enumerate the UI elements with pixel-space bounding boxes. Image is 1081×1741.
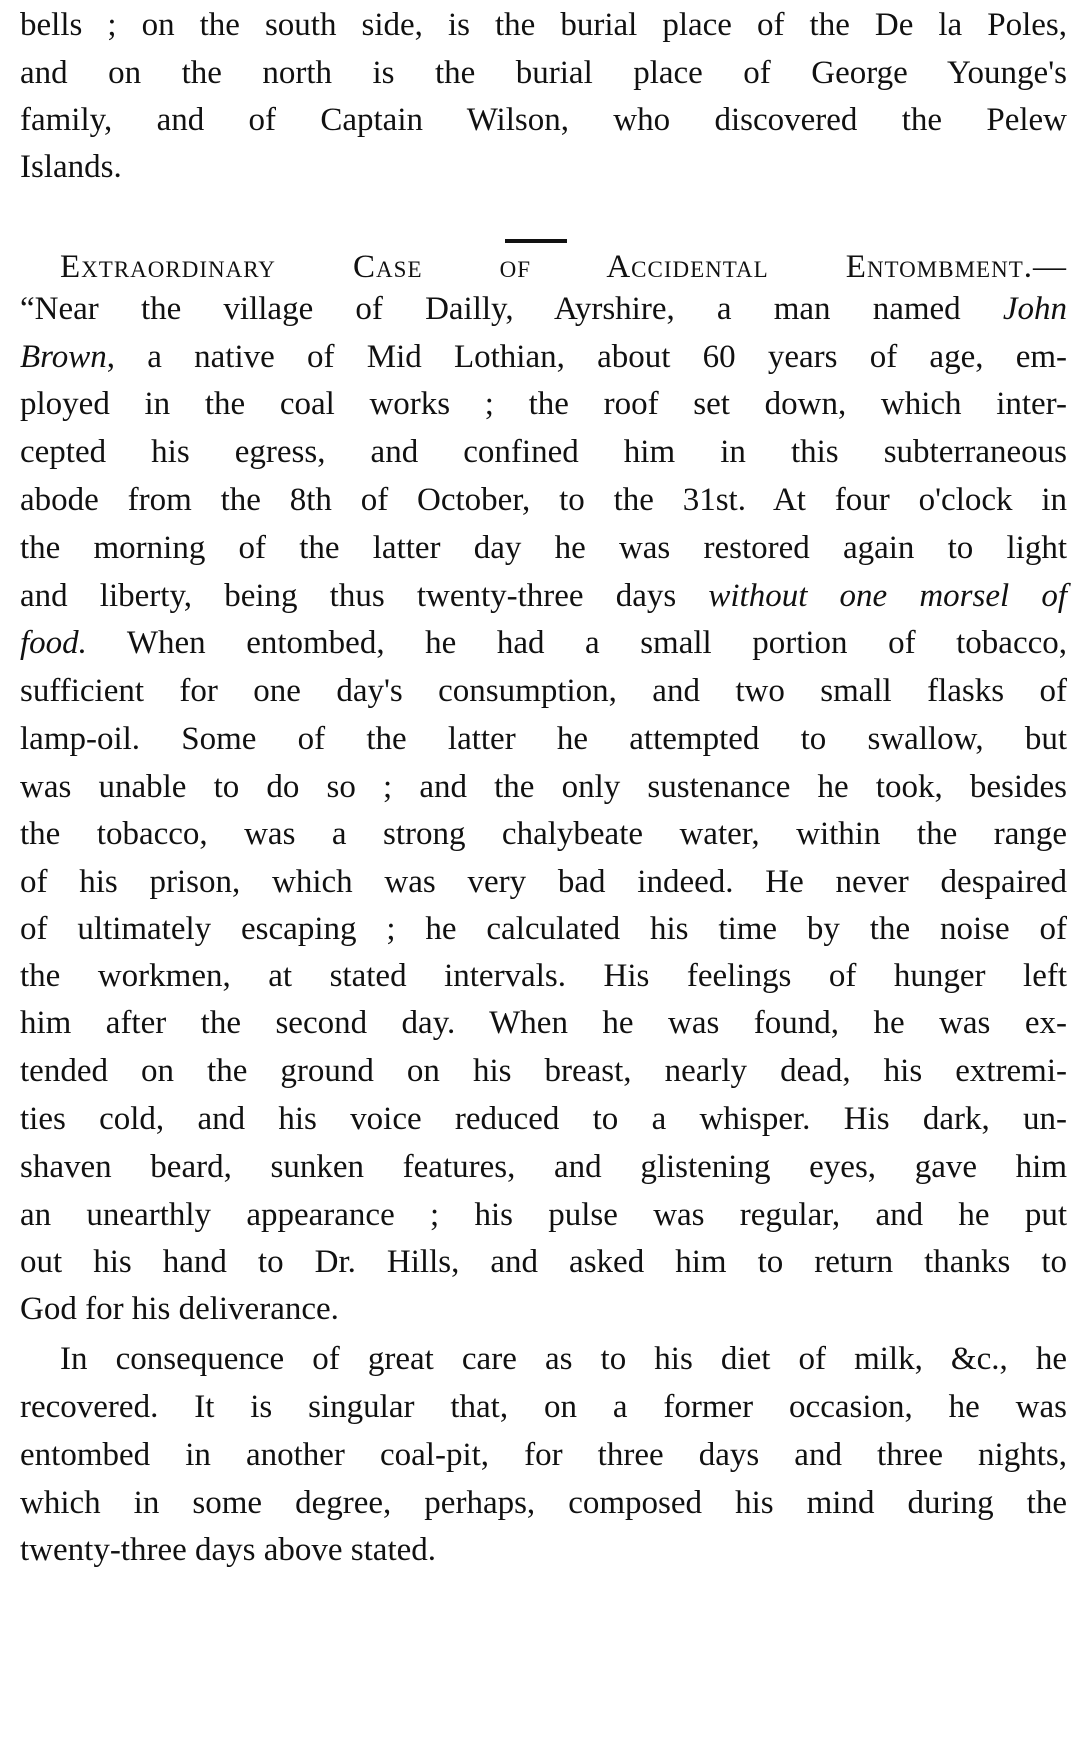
text-line — [20, 624, 1067, 662]
text-line: which in some degree, perhaps, composed his mind during the — [20, 1485, 1067, 1521]
text-line: was unable to do so ; and the only sustenance he took, besides — [20, 769, 1067, 805]
italic-phrase: without one morsel of — [708, 578, 1067, 614]
text-line: twenty-three days above stated. — [20, 1532, 437, 1568]
text-line: abode from the 8th of October, to the 31st. At four o'clock in — [20, 482, 1067, 518]
text-span: and liberty, being thus twenty-three days — [20, 578, 709, 614]
text-line: family, and of Captain Wilson, who discovered the Pelew — [20, 102, 1067, 138]
article-heading: Extraordinary Case of Accidental Entombment.— — [60, 249, 1067, 285]
text-line: the tobacco, was a strong chalybeate water, within the range — [20, 816, 1067, 852]
text-line: cepted his egress, and confined him in this subterraneous — [20, 434, 1067, 470]
text-line: entombed in another coal-pit, for three days and three nights, — [20, 1437, 1067, 1473]
text-line: In consequence of great care as to his diet of milk, &c., he — [60, 1341, 1067, 1377]
text-line: and on the north is the burial place of George Younge's — [20, 55, 1067, 91]
text-line: of ultimately escaping ; he calculated his time by the noise of — [20, 911, 1067, 947]
italic-name: Brown — [20, 339, 107, 375]
text-span: , a native of Mid Lothian, about 60 years of age, em- — [106, 339, 1067, 375]
text-line: Islands. — [20, 149, 122, 185]
text-span: “Near the village of Dailly, Ayrshire, a man named — [20, 291, 1003, 327]
text-line — [20, 338, 1067, 376]
text-line: God for his deliverance. — [20, 1291, 339, 1327]
text-line: ployed in the coal works ; the roof set down, which inter- — [20, 386, 1067, 422]
text-line: an unearthly appearance ; his pulse was regular, and he put — [20, 1197, 1067, 1233]
text-line: shaven beard, sunken features, and glistening eyes, gave him — [20, 1149, 1067, 1185]
text-line: bells ; on the south side, is the burial place of the De la Poles, — [20, 7, 1067, 43]
text-line: him after the second day. When he was found, he was ex- — [20, 1005, 1067, 1041]
italic-phrase: food. — [20, 625, 87, 661]
section-divider — [505, 239, 567, 243]
text-line: the workmen, at stated intervals. His feelings of hunger left — [20, 958, 1067, 994]
text-line: recovered. It is singular that, on a former occasion, he was — [20, 1389, 1067, 1425]
text-line — [20, 577, 1067, 615]
text-line: ties cold, and his voice reduced to a whisper. His dark, un- — [20, 1101, 1067, 1137]
text-line: out his hand to Dr. Hills, and asked him to return thanks to — [20, 1244, 1067, 1280]
text-line: of his prison, which was very bad indeed. He never despaired — [20, 864, 1067, 900]
text-line: tended on the ground on his breast, nearly dead, his extremi- — [20, 1053, 1067, 1089]
text-line: the morning of the latter day he was restored again to light — [20, 530, 1067, 566]
text-span: When entombed, he had a small portion of tobacco, — [86, 625, 1067, 661]
text-line: sufficient for one day's consumption, and two small flasks of — [20, 673, 1067, 709]
text-line: lamp-oil. Some of the latter he attempted to swallow, but — [20, 721, 1067, 757]
italic-name: John — [1002, 291, 1067, 327]
text-line — [20, 290, 1067, 328]
